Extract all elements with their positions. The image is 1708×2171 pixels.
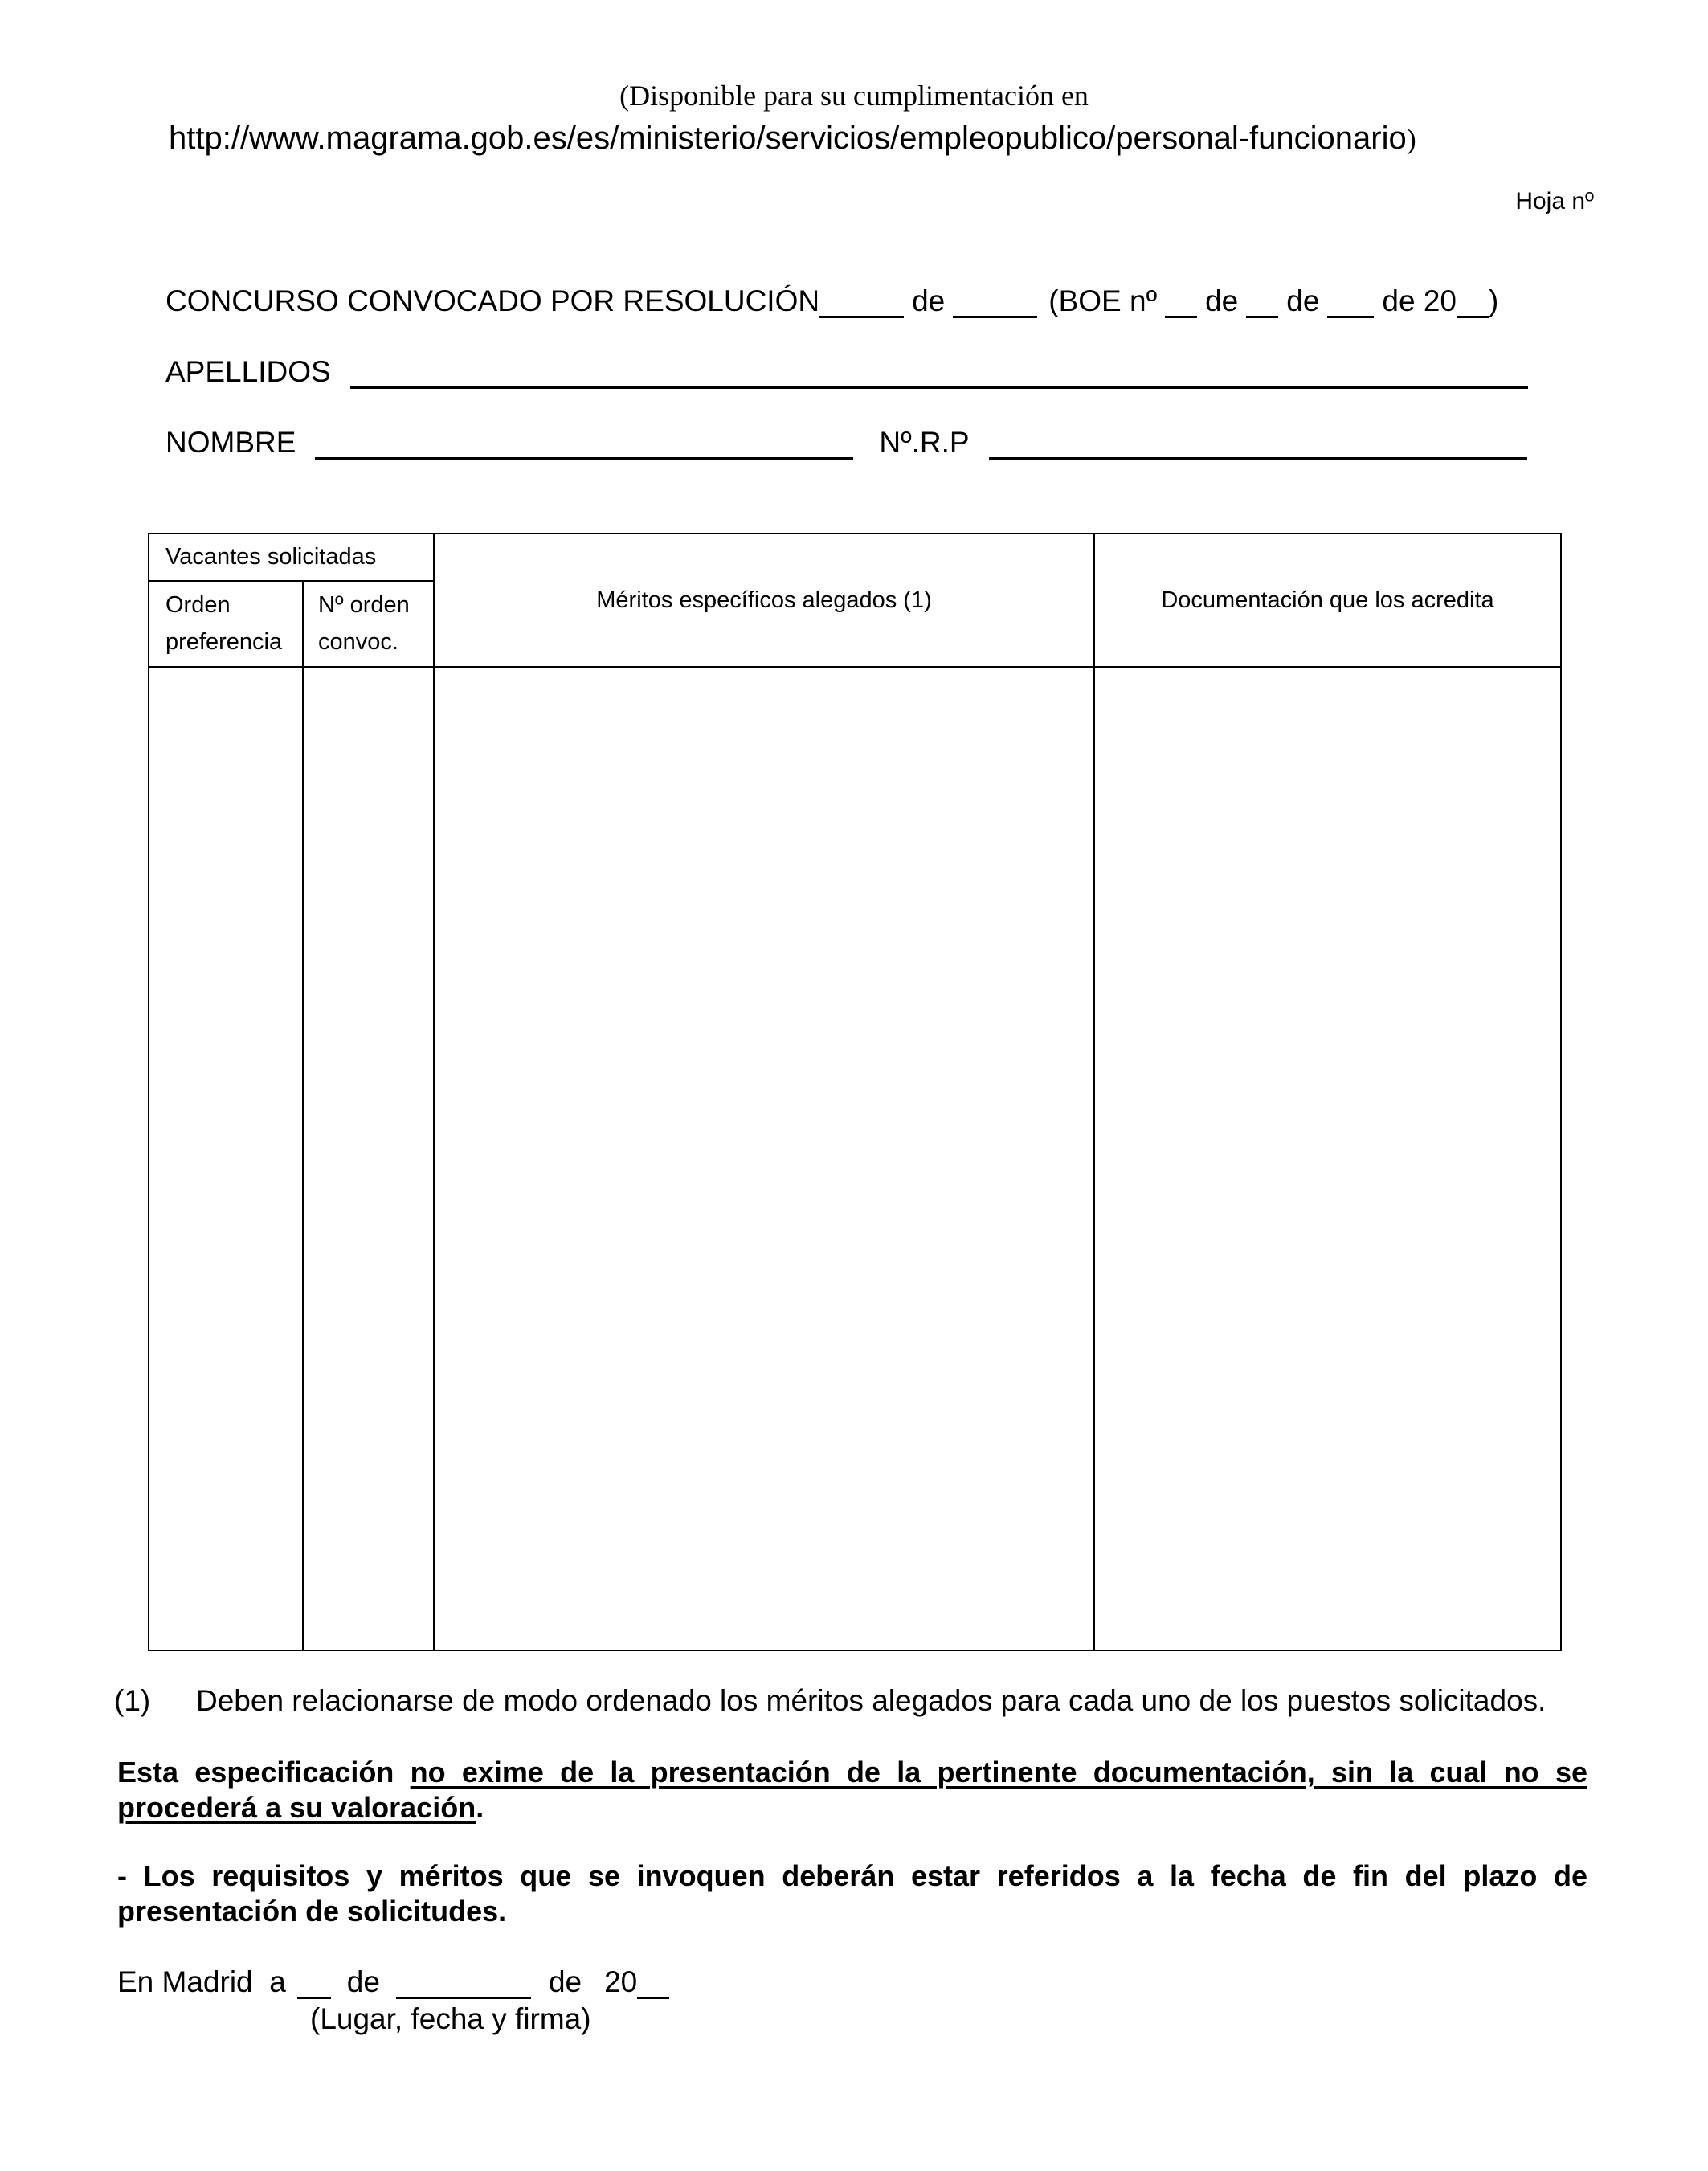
especificacion-paragraph [117, 1755, 1587, 1826]
year-prefix: 20 [604, 1965, 638, 1998]
nombre-label: NOMBRE [165, 426, 296, 459]
table-header-row [149, 534, 1561, 581]
meritos-header: Méritos específicos alegados (1) [434, 534, 1094, 667]
concurso-label: CONCURSO CONVOCADO POR RESOLUCIÓN [165, 284, 820, 317]
form-url-close: ) [1406, 123, 1416, 155]
nro-line2: convoc. [318, 629, 398, 655]
place-date-line [117, 1965, 669, 1999]
nro-line1: Nº orden [318, 592, 410, 618]
vacantes-header: Vacantes solicitadas [149, 534, 434, 581]
especificacion-underlined: no exime de la presentación de la pertinente documentación, sin la cual no se procederá a su valoración [117, 1756, 1587, 1824]
boe-day-field[interactable] [1246, 287, 1278, 318]
orden-line2: preferencia [165, 629, 283, 655]
place-de-1: de [346, 1965, 380, 1998]
orden-preferencia-header [149, 581, 303, 667]
nro-orden-header [303, 581, 434, 667]
place-date-caption: (Lugar, fecha y firma) [310, 2002, 591, 2035]
boe-month-field[interactable] [1327, 287, 1374, 318]
especificacion-lead: Esta especificación [117, 1756, 411, 1789]
nombre-line [165, 426, 1527, 460]
boe-label: (BOE nº [1048, 284, 1158, 317]
sheet-number-label: Hoja nº [1515, 188, 1594, 215]
meritos-cell[interactable] [434, 667, 1094, 1650]
form-url-text: http://www.magrama.gob.es/es/ministerio/servicios/empleopublico/personal-funcionario [169, 121, 1407, 156]
concurso-de-1: de [912, 284, 946, 317]
day-field[interactable] [297, 1968, 331, 1999]
availability-note: (Disponible para su cumplimentación en [619, 80, 1089, 112]
apellidos-field[interactable] [350, 358, 1528, 389]
apellidos-label: APELLIDOS [165, 355, 331, 388]
boe-year-field[interactable] [1457, 287, 1489, 318]
place-label: En Madrid a [117, 1965, 286, 1998]
especificacion-end: . [476, 1791, 484, 1824]
documentacion-cell[interactable] [1094, 667, 1561, 1650]
concurso-de-2: de [1205, 284, 1239, 317]
footnote-text: Deben relacionarse de modo ordenado los méritos alegados para cada uno de los puestos solicitados. [196, 1684, 1547, 1717]
form-url [169, 121, 1416, 157]
orden-line1: Orden [165, 592, 231, 618]
apellidos-line [165, 355, 1528, 389]
nro-orden-cell[interactable] [303, 667, 434, 1650]
nrp-label: Nº.R.P [879, 426, 970, 459]
nombre-field[interactable] [315, 428, 853, 460]
footnote-number: (1) [114, 1684, 151, 1717]
concurso-de-3: de [1286, 284, 1320, 317]
orden-preferencia-cell[interactable] [149, 667, 303, 1650]
month-field[interactable] [396, 1968, 531, 1999]
nrp-field[interactable] [989, 428, 1527, 460]
year-field[interactable] [637, 1968, 669, 1999]
place-de-2: de [548, 1965, 582, 1998]
concurso-line [165, 284, 1498, 318]
boe-number-field[interactable] [1165, 287, 1197, 318]
documentacion-header: Documentación que los acredita [1094, 534, 1561, 667]
requisitos-paragraph: - Los requisitos y méritos que se invoquen deberán estar referidos a la fecha de fin del plazo de presentación de solicitudes. [117, 1859, 1587, 1928]
concurso-de-4: de 20 [1382, 284, 1457, 317]
concurso-close: ) [1489, 284, 1499, 317]
resolucion-number-field[interactable] [819, 287, 904, 318]
merits-table [148, 533, 1562, 1651]
table-body-row [149, 667, 1561, 1650]
resolucion-date-field[interactable] [953, 287, 1037, 318]
